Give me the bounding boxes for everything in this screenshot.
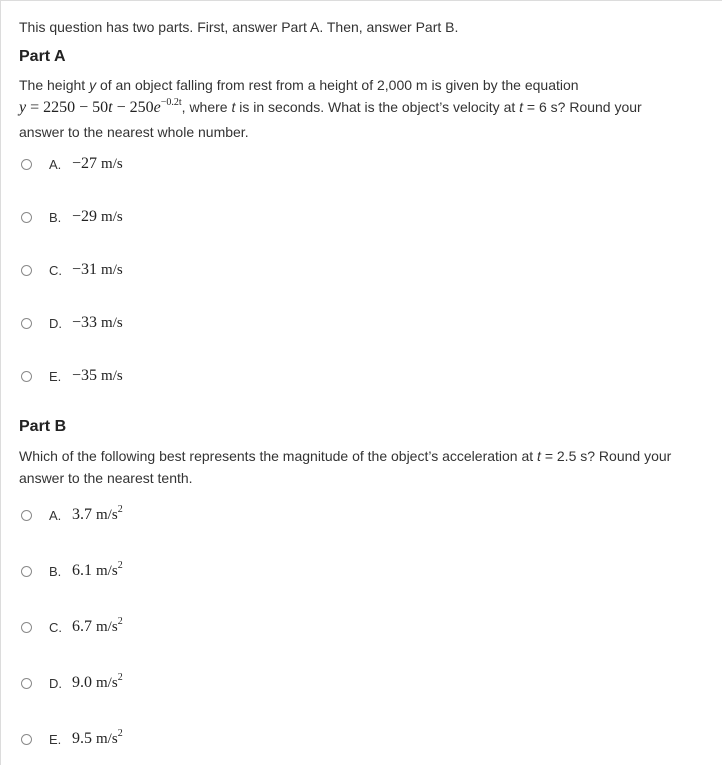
part-a-option-a[interactable] — [0, 153, 300, 177]
option-unit: m/s — [96, 731, 118, 747]
option-number: −31 — [72, 261, 98, 278]
option-number: −29 — [72, 208, 98, 225]
part-b-option-c[interactable] — [0, 616, 300, 640]
part-b-line-1: Which of the following best represents the magnitude of the object’s acceleration at t = 2.5 s? Round your — [19, 448, 672, 464]
option-value — [72, 506, 123, 524]
part-b-option-a[interactable] — [0, 504, 300, 528]
option-letter: A. — [49, 508, 62, 523]
part-a-heading: Part A — [19, 48, 66, 65]
option-unit: m/s — [96, 563, 118, 579]
option-value — [72, 367, 123, 385]
radio-button[interactable] — [21, 622, 32, 633]
part-a-line-1: The height y of an object falling from rest from a height of 2,000 m is given by the equation — [19, 77, 579, 93]
radio-button[interactable] — [21, 212, 32, 223]
radio-button[interactable] — [21, 678, 32, 689]
option-value — [72, 261, 123, 279]
height-equation: $y = 2250 - 50t - 250e^{-0.2t}$ — [19, 97, 182, 116]
option-unit: m/s — [101, 209, 123, 225]
option-unit: m/s — [101, 368, 123, 384]
option-letter: C. — [49, 620, 62, 635]
option-value — [72, 314, 123, 332]
option-number: 9.0 — [72, 674, 92, 691]
part-a-line-3: answer to the nearest whole number. — [19, 124, 249, 140]
option-value — [72, 208, 123, 226]
option-number: −35 — [72, 367, 98, 384]
radio-button[interactable] — [21, 510, 32, 521]
part-b-option-d[interactable] — [0, 672, 300, 696]
radio-button[interactable] — [21, 159, 32, 170]
intro-text: This question has two parts. First, answer Part A. Then, answer Part B. — [19, 19, 459, 35]
part-a-option-b[interactable] — [0, 206, 300, 230]
part-b-question — [19, 445, 699, 489]
option-exponent: 2 — [117, 672, 123, 683]
option-value — [72, 674, 123, 692]
option-number: 6.1 — [72, 562, 92, 579]
option-letter: B. — [49, 210, 62, 225]
radio-button[interactable] — [21, 265, 32, 276]
part-b-heading: Part B — [19, 418, 67, 435]
part-b-line-2: answer to the nearest tenth. — [19, 470, 193, 486]
part-a-question — [19, 74, 699, 143]
option-value — [72, 562, 123, 580]
option-exponent: 2 — [117, 616, 123, 627]
option-value — [72, 618, 123, 636]
option-unit: m/s — [101, 315, 123, 331]
option-number: 3.7 — [72, 506, 92, 523]
part-a-option-d[interactable] — [0, 312, 300, 336]
radio-button[interactable] — [21, 371, 32, 382]
option-number: 9.5 — [72, 730, 92, 747]
radio-button[interactable] — [21, 566, 32, 577]
option-letter: A. — [49, 157, 62, 172]
option-number: −33 — [72, 314, 98, 331]
radio-button[interactable] — [21, 734, 32, 745]
option-unit: m/s — [96, 675, 118, 691]
option-unit: m/s — [101, 262, 123, 278]
option-letter: E. — [49, 732, 62, 747]
part-b-option-e[interactable] — [0, 728, 300, 752]
part-a-option-e[interactable] — [0, 365, 300, 389]
option-exponent: 2 — [117, 560, 123, 571]
part-a-line-2: $y = 2250 - 50t - 250e^{-0.2t}$, where t is in seconds. What is the object’s velocity at t = 6 s? Round your — [19, 97, 642, 116]
radio-button[interactable] — [21, 318, 32, 329]
option-unit: m/s — [96, 507, 118, 523]
option-letter: E. — [49, 369, 62, 384]
option-number: 6.7 — [72, 618, 92, 635]
option-letter: B. — [49, 564, 62, 579]
option-value — [72, 730, 123, 748]
part-a-option-c[interactable] — [0, 259, 300, 283]
option-number: −27 — [72, 155, 98, 172]
part-b-option-b[interactable] — [0, 560, 300, 584]
option-unit: m/s — [96, 619, 118, 635]
option-exponent: 2 — [117, 728, 123, 739]
option-value — [72, 155, 123, 173]
option-unit: m/s — [101, 156, 123, 172]
option-letter: D. — [49, 676, 62, 691]
option-exponent: 2 — [117, 504, 123, 515]
option-letter: C. — [49, 263, 62, 278]
option-letter: D. — [49, 316, 62, 331]
